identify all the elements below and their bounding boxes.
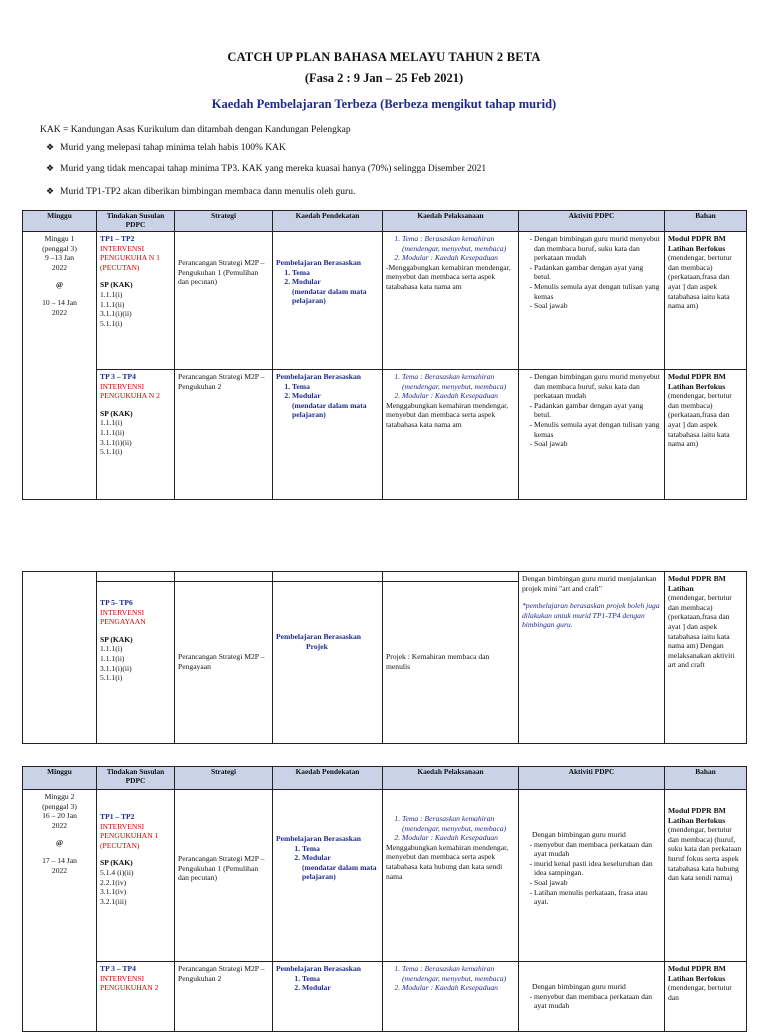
empty-cell: [97, 572, 175, 582]
table-row: [23, 790, 747, 962]
strategy-cell: Perancangan Strategi M2P – Pengayaan: [175, 582, 273, 744]
approach-cell: Pembelajaran Berasaskan 1. Tema 2. Modular (mendatar dalam mata pelajaran): [273, 790, 383, 962]
header-cell: Strategi: [175, 211, 273, 232]
header-cell: Kaedah Pendekatan: [273, 211, 383, 232]
empty-cell: [175, 572, 273, 582]
table-row: [23, 962, 747, 1032]
material-cell: Modul PDPR BM Latihan Berfokus (mendengar, bertutur dan membaca) (perkataan,frasa dan ayat ] dan aspek tatabahasa iaitu kata nama am): [665, 232, 747, 370]
header-cell: Bahan: [665, 767, 747, 790]
strategy-cell: Perancangan Strategi M2P – Pengukuhan 1 (Pemulihan dan pecutan): [175, 790, 273, 962]
table-row: [23, 370, 747, 500]
strategy-cell: Perancangan Strategi M2P – Pengukuhan 1 (Pemulihan dan pecutan): [175, 232, 273, 370]
followup-cell: TP1 – TP2 INTERVENSI PENGUKUHAN 1 (PECUTAN) SP (KAK) 5.1.4 (i)(ii) 2.2.1(iv) 3.1.1(iv) 3.2.1(iii): [97, 790, 175, 962]
plan-table-enrichment: [22, 571, 747, 744]
header-cell: Aktiviti PDPC: [519, 767, 665, 790]
material-cell: Modul PDPR BM Latihan Berfokus (mendengar, bertutur dan membaca) (perkataan,frasa dan ayat ] dan aspek tatabahasa iaitu kata nama am): [665, 370, 747, 500]
followup-cell: TP1 – TP2 INTERVENSI PENGUKUHA N 1 (PECUTAN) SP (KAK) 1.1.1(i) 1.1.1(ii) 3.1.1(i)(ii) 5.1.1(i): [97, 232, 175, 370]
phase-line: (Fasa 2 : 9 Jan – 25 Feb 2021): [304, 71, 464, 85]
activity-cell: Dengan bimbingan guru murid menjalankan projek mini "art and craft" *pembelajaran berasaskan projek boleh juga dilakukan untuk murid TP1-TP4 dengan bimbingan guru.: [519, 572, 665, 744]
header-cell: Bahan: [665, 211, 747, 232]
table-header-row: [23, 767, 747, 790]
table-row: [23, 572, 747, 582]
header-cell: Kaedah Pendekatan: [273, 767, 383, 790]
implementation-cell: 1. Tema : Berasaskan kemahiran (mendengar, menyebut, membaca) 2. Modular : Kaedah Kesepaduan: [383, 962, 519, 1032]
week-cell: Minggu 1 (penggal 3) 9 –13 Jan 2022 @ 10 – 14 Jan 2022: [23, 232, 97, 500]
activity-cell: Dengan bimbingan guru murid - menyebut dan membaca perkataan dan ayat mudah - murid kenal pasti idea keseluruhan dan idea sampingan. - Soal jawab - Latihan menulis perkataan, frasa atau ayat.: [519, 790, 665, 962]
header-cell: Tindakan Susulan PDPC: [97, 211, 175, 232]
followup-cell: TP 5- TP6 INTERVENSI PENGAYAAN SP (KAK) 1.1.1(i) 1.1.1(ii) 3.1.1(i)(ii) 5.1.1(i): [97, 582, 175, 744]
header-cell: Kaedah Pelaksanaan: [383, 767, 519, 790]
header-cell: Minggu: [23, 211, 97, 232]
implementation-cell: 1. Tema : Berasaskan kemahiran (mendengar, menyebut, membaca) 2. Modular : Kaedah Kesepaduan -Menggabungkan kemahiran mendengar, menyebut dan membaca serta aspek tatabahasa kata nama am: [383, 232, 519, 370]
implementation-cell: 1. Tema : Berasaskan kemahiran (mendengar, menyebut, membaca) 2. Modular : Kaedah Kesepaduan Menggabungkan kemahiran mendengar, menyebut dan membaca serta aspek tatabahasa kata hubung dan kata sendi nama: [383, 790, 519, 962]
bullet-item: ❖ Murid TP1-TP2 akan diberikan bimbingan membaca dann menulis oleh guru.: [46, 186, 356, 197]
approach-cell: Pembelajaran Berasaskan Projek: [273, 582, 383, 744]
activity-cell: Dengan bimbingan guru murid - menyebut dan membaca perkataan dan ayat mudah: [519, 962, 665, 1032]
week-cell: Minggu 2 (penggal 3) 16 – 20 Jan 2022 @ 17 – 14 Jan 2022: [23, 790, 97, 1032]
bullet-item: ❖ Murid yang tidak mencapai tahap minima TP3. KAK yang mereka kuasai hanya (70%) selingga Disember 2021: [46, 163, 487, 174]
strategy-cell: Perancangan Strategi M2P – Pengukuhan 2: [175, 962, 273, 1032]
followup-cell: TP 3 – TP4 INTERVENSI PENGUKUHAN 2: [97, 962, 175, 1032]
plan-table-week1: [22, 210, 747, 500]
header-cell: Strategi: [175, 767, 273, 790]
plan-table-week2: [22, 766, 747, 1032]
activity-cell: - Dengan bimbingan guru murid menyebut dan membaca huruf, suku kata dan perkataan mudah - Padankan gambar dengan ayat yang betul. - Menulis semula ayat dengan tulisan yang kemas - Soal jawab: [519, 370, 665, 500]
header-cell: Aktiviti PDPC: [519, 211, 665, 232]
diamond-bullet-icon: ❖: [46, 186, 55, 196]
approach-cell: Pembelajaran Berasaskan 1. Tema 2. Modular: [273, 962, 383, 1032]
strategy-cell: Perancangan Strategi M2P – Pengukuhan 2: [175, 370, 273, 500]
implementation-cell: 1. Tema : Berasaskan kemahiran (mendengar, menyebut, membaca) 2. Modular : Kaedah Kesepaduan Menggabungkan kemahiran mendengar, menyebut dan membaca serta aspek tatabahasa kata nama am: [383, 370, 519, 500]
material-cell: Modul PDPR BM Latihan Berfokus (mendengar, bertutur dan membaca) (huruf, suku kata dan perkataan huruf fokus serta aspek tatabahasa kata hubung dan kata sendi nama): [665, 790, 747, 962]
empty-cell: [273, 572, 383, 582]
header-cell: Minggu: [23, 767, 97, 790]
table-row: [23, 232, 747, 370]
diamond-bullet-icon: ❖: [46, 163, 55, 173]
header-cell: Kaedah Pelaksanaan: [383, 211, 519, 232]
material-cell: Modul PDPR BM Latihan Berfokus (mendengar, bertutur dan: [665, 962, 747, 1032]
empty-cell: [383, 572, 519, 582]
week-cell: [23, 572, 97, 744]
diamond-bullet-icon: ❖: [46, 142, 55, 152]
material-cell: Modul PDPR BM Latihan (mendengar, bertutur dan membaca) (perkataan,frasa dan ayat ] dan aspek tatabahasa iaitu kata nama am) Dengan melaksanakan aktiviti art and craft: [665, 572, 747, 744]
implementation-cell: Projek : Kemahiran membaca dan menulis: [383, 582, 519, 744]
approach-cell: Pembelajaran Berasaskan 1. Tema 2. Modular (mendatar dalam mata pelajaran): [273, 370, 383, 500]
header-cell: Tindakan Susulan PDPC: [97, 767, 175, 790]
document-subtitle: Kaedah Pembelajaran Terbeza (Berbeza mengikut tahap murid): [211, 97, 557, 111]
approach-cell: Pembelajaran Berasaskan 1. Tema 2. Modular (mendatar dalam mata pelajaran): [273, 232, 383, 370]
followup-cell: TP 3 – TP4 INTERVENSI PENGUKUHA N 2 SP (KAK) 1.1.1(i) 1.1.1(ii) 3.1.1(i)(ii) 5.1.1(i): [97, 370, 175, 500]
activity-cell: - Dengan bimbingan guru murid menyebut dan membaca huruf, suku kata dan perkataan mudah - Padankan gambar dengan ayat yang betul. - Menulis semula ayat dengan tulisan yang kemas - Soal jawab: [519, 232, 665, 370]
bullet-item: ❖ Murid yang melepasi tahap minima telah habis 100% KAK: [46, 142, 286, 153]
document-title: CATCH UP PLAN BAHASA MELAYU TAHUN 2 BETA: [227, 50, 541, 64]
table-header-row: [23, 211, 747, 232]
intro-text: KAK = Kandungan Asas Kurikulum dan ditambah dengan Kandungan Pelengkap: [40, 125, 351, 135]
